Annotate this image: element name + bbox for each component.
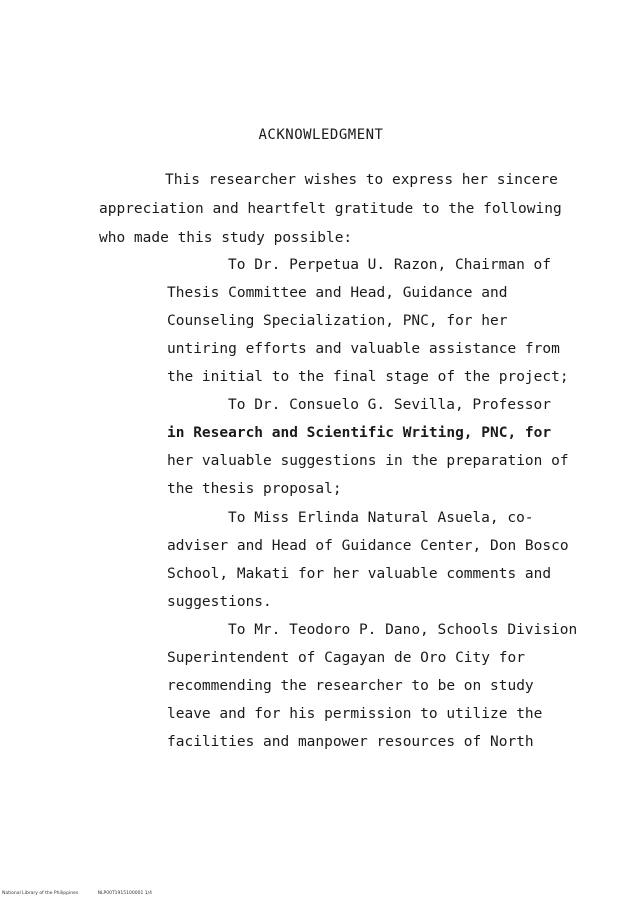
- ack4-line-3: recommending the researcher to be on study: [167, 678, 534, 694]
- ack3-line-2: adviser and Head of Guidance Center, Don Bosco: [167, 538, 569, 554]
- ack3-line-3: School, Makati for her valuable comments and: [167, 566, 552, 582]
- ack4-line-5: facilities and manpower resources of North: [167, 734, 534, 750]
- ack3-line-1: To Miss Erlinda Natural Asuela, co-: [228, 510, 534, 526]
- ack4-line-2: Superintendent of Cagayan de Oro City for: [167, 650, 525, 666]
- ack2-line-1: To Dr. Consuelo G. Sevilla, Professor: [228, 397, 552, 413]
- ack1-line-1: To Dr. Perpetua U. Razon, Chairman of: [228, 257, 552, 273]
- ack1-line-5: the initial to the final stage of the project;: [167, 369, 569, 385]
- ack2-line-2: in Research and Scientific Writing, PNC, for: [167, 425, 552, 441]
- intro-line-1: This researcher wishes to express her sincere: [165, 172, 558, 188]
- footer-code: NLP00T1915100001 1/4: [97, 891, 152, 896]
- ack1-line-2: Thesis Committee and Head, Guidance and: [167, 285, 508, 301]
- ack1-line-3: Counseling Specialization, PNC, for her: [167, 313, 508, 329]
- ack2-line-3: her valuable suggestions in the preparation of: [167, 453, 569, 469]
- intro-line-3: who made this study possible:: [99, 230, 353, 246]
- ack2-line-4: the thesis proposal;: [167, 481, 342, 497]
- intro-line-2: appreciation and heartfelt gratitude to the following: [99, 201, 562, 217]
- ack1-line-4: untiring efforts and valuable assistance from: [167, 341, 560, 357]
- ack4-line-1: To Mr. Teodoro P. Dano, Schools Division: [228, 622, 578, 638]
- scan-footer: [2, 891, 170, 896]
- ack3-line-4: suggestions.: [167, 594, 272, 610]
- footer-library: National Library of the Philippines: [2, 891, 79, 896]
- page-title: ACKNOWLEDGMENT: [258, 127, 384, 143]
- ack4-line-4: leave and for his permission to utilize the: [167, 706, 543, 722]
